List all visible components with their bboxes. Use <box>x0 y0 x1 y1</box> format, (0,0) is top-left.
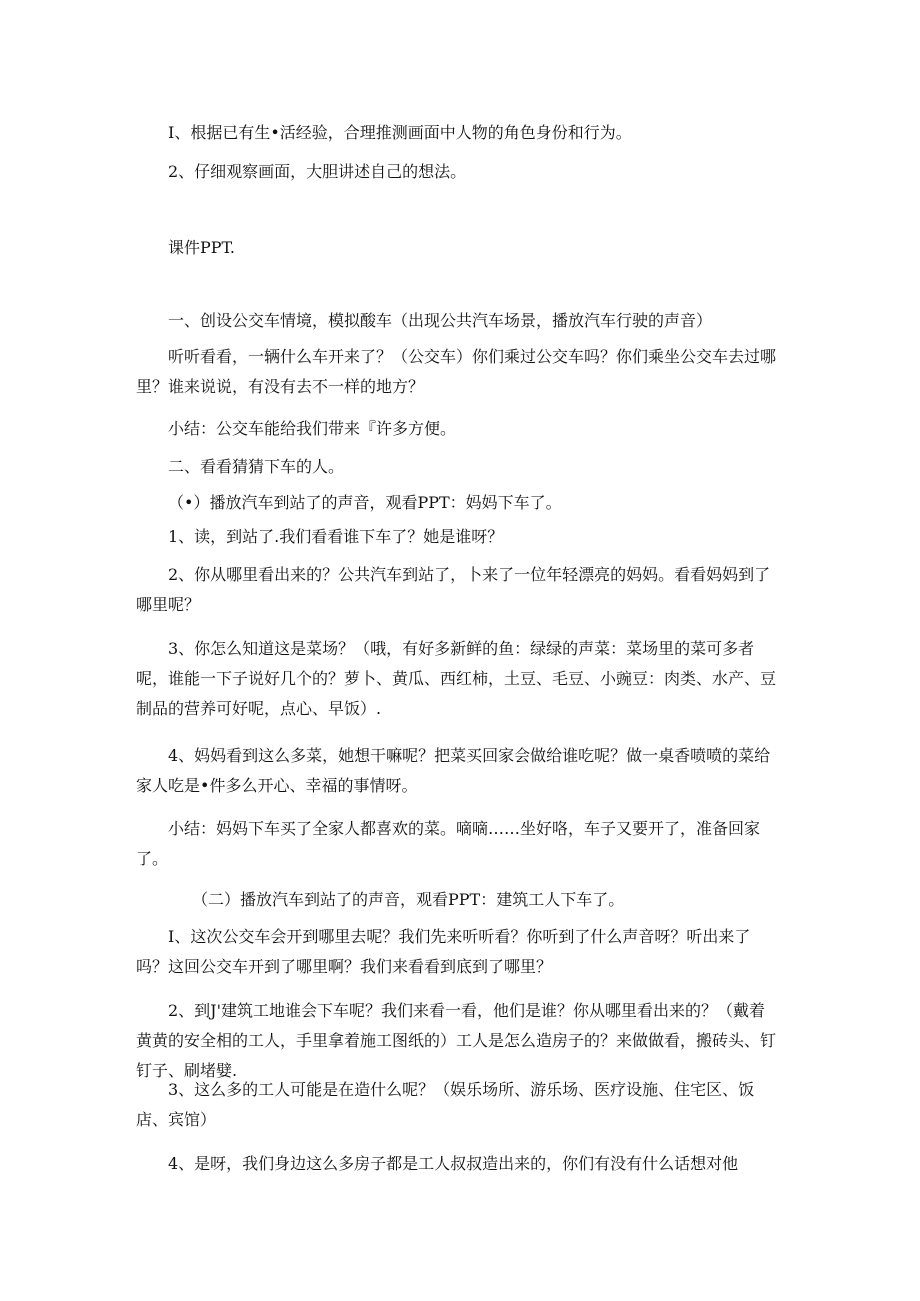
item-5: I、这次公交车会开到哪里去呢？我们先来听听看？你听到了什么声音呀？听出来了吗？这回公交车开到了哪里啊？我们来看看到底到了哪里？ <box>136 927 751 976</box>
item-6: 2、到J'建筑工地谁会下车呢？我们来看一看，他们是谁？你从哪里看出来的？（戴着黄黄的安全相的工人，手里拿着施工图纸的）工人是怎么造房子的？来做做看，搬砖头、钉钉子、刷堵嬖. <box>136 1001 777 1080</box>
section-1-heading: 一、创设公交车情境，模拟酸车（出现公共汽车场景，播放汽车行驶的声音） <box>168 311 713 330</box>
item-3: 3、你怎么知道这是菜场？（哦，有好多新鲜的鱼：绿绿的声菜：菜场里的菜可多者呢，谁能一下子说好几个的？萝卜、黄瓜、西红柿，土豆、毛豆、小豌豆：肉类、水产、豆制品的营养可好呢，点心、早饭）. <box>136 639 777 718</box>
item-7: 3、这么多的工人可能是在造什么呢？（娱乐场所、游乐场、医疗设施、住宅区、饭店、宾馆） <box>136 1080 755 1129</box>
subsection-2-heading: （二）播放汽车到站了的声音，观看PPT：建筑工人下车了。 <box>192 890 625 909</box>
objective-1: I、根据已有生•活经验，合理推测画面中人物的角色身份和行为。 <box>168 123 632 142</box>
item-2: 2、你从哪里看出来的？公共汽车到站了，卜来了一位年轻漂亮的妈妈。看看妈妈到了哪里呢？ <box>136 565 771 614</box>
item-4: 4、妈妈看到这么多菜，她想干嘛呢？把菜买回家会做给谁吃呢？做一桌香喷喷的菜给家人吃是•件多么开心、幸福的事情呀。 <box>136 746 771 795</box>
section-2-heading: 二、看看猜猜下车的人。 <box>168 457 345 476</box>
summary-2: 小结：妈妈下车买了全家人都喜欢的菜。嘀嘀……坐好咯，车子又要开了，准备回家了。 <box>136 819 761 868</box>
objective-2: 2、仔细观察画面，大胆讲述自己的想法。 <box>168 162 467 181</box>
item-8: 4、是呀，我们身边这么多房子都是工人叔叔造出来的，你们有没有什么话想对他 <box>168 1154 739 1173</box>
item-1: 1、读，到站了.我们看看谁下车了？她是谁呀？ <box>168 527 504 546</box>
section-1-body: 听听看看，一辆什么车开来了？（公交车）你们乘过公交车吗？你们乘坐公交车去过哪里？谁来说说，有没有去不一样的地方？ <box>136 347 777 396</box>
subsection-1-heading: （•）播放汽车到站了的声音，观看PPT：妈妈下车了。 <box>168 493 562 512</box>
materials: 课件PPT. <box>168 238 235 257</box>
summary-1: 小结：公交车能给我们带来『许多方便。 <box>168 419 457 438</box>
